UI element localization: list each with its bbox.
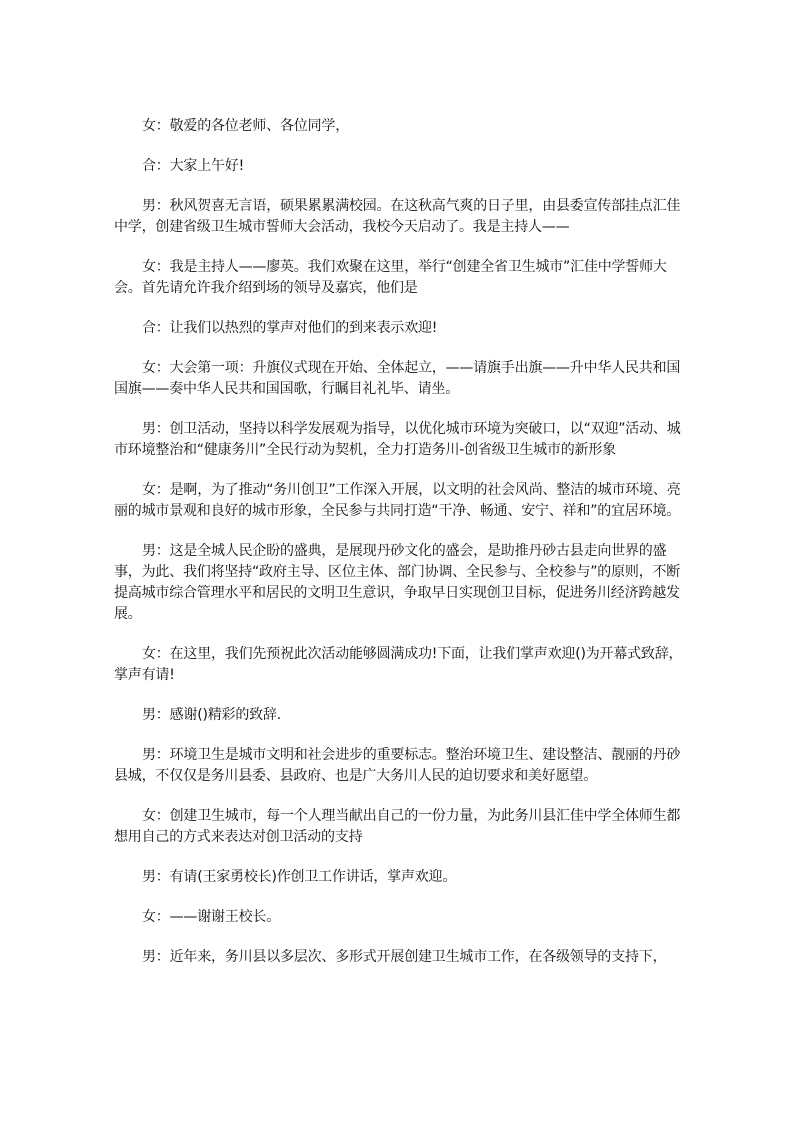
document-body: [114, 116, 684, 987]
paragraph-12: 男：环境卫生是城市文明和社会进步的重要标志。整治环境卫生、建设整洁、靓丽的丹砂县城，不仅仅是务川县委、县政府、也是广大务川人民的迫切要求和美好愿望。: [114, 747, 681, 784]
paragraph-2: 合：大家上午好!: [142, 158, 245, 174]
paragraph-5: 合：让我们以热烈的掌声对他们的到来表示欢迎!: [142, 320, 438, 336]
paragraph-8: 女：是啊，为了推动“务川创卫”工作深入开展，以文明的社会风尚、整洁的城市环境、亮丽的城市景观和良好的城市形象，全民参与共同打造“干净、畅通、安宁、祥和”的宜居环境。: [114, 482, 681, 519]
paragraph-14: 男：有请(王家勇校长)作创卫工作讲话，掌声欢迎。: [142, 869, 457, 885]
paragraph-15: 女：——谢谢王校长。: [142, 909, 280, 925]
paragraph-13: 女：创建卫生城市，每一个人理当献出自己的一份力量，为此务川县汇佳中学全体师生都想用自己的方式来表达对创卫活动的支持: [114, 808, 681, 845]
paragraph-6: 女：大会第一项：升旗仪式现在开始、全体起立，——请旗手出旗——升中华人民共和国国旗——奏中华人民共和国国歌，行瞩目礼礼毕、请坐。: [114, 360, 681, 397]
paragraph-4: 女：我是主持人——廖英。我们欢聚在这里，举行“创建全省卫生城市”汇佳中学誓师大会。首先请允许我介绍到场的领导及嘉宾，他们是: [114, 259, 667, 296]
paragraph-11: 男：感谢()精彩的致辞.: [142, 707, 281, 723]
paragraph-10: 女：在这里，我们先预祝此次活动能够圆满成功!下面，让我们掌声欢迎()为开幕式致辞，掌声有请!: [114, 646, 683, 683]
paragraph-9: 男：这是全城人民企盼的盛典，是展现丹砂文化的盛会，是助推丹砂古县走向世界的盛事，为此、我们将坚持“政府主导、区位主体、部门协调、全民参与、全校参与”的原则，不断提高城市综合管理水平和居民的文明卫生意识，争取早日实现创卫目标，促进务川经济跨越发展。: [114, 543, 681, 622]
paragraph-3: 男：秋风贺喜无言语，硕果累累满校园。在这秋高气爽的日子里，由县委宣传部挂点汇佳中学，创建省级卫生城市誓师大会活动，我校今天启动了。我是主持人——: [114, 198, 681, 235]
paragraph-16: 男：近年来，务川县以多层次、多形式开展创建卫生城市工作，在各级领导的支持下，: [142, 949, 667, 965]
paragraph-7: 男：创卫活动，坚持以科学发展观为指导，以优化城市环境为突破口，以“双迎”活动、城市环境整治和“健康务川”全民行动为契机，全力打造务川-创省级卫生城市的新形象: [114, 421, 681, 458]
paragraph-1: 女：敬爱的各位老师、各位同学，: [142, 118, 349, 134]
